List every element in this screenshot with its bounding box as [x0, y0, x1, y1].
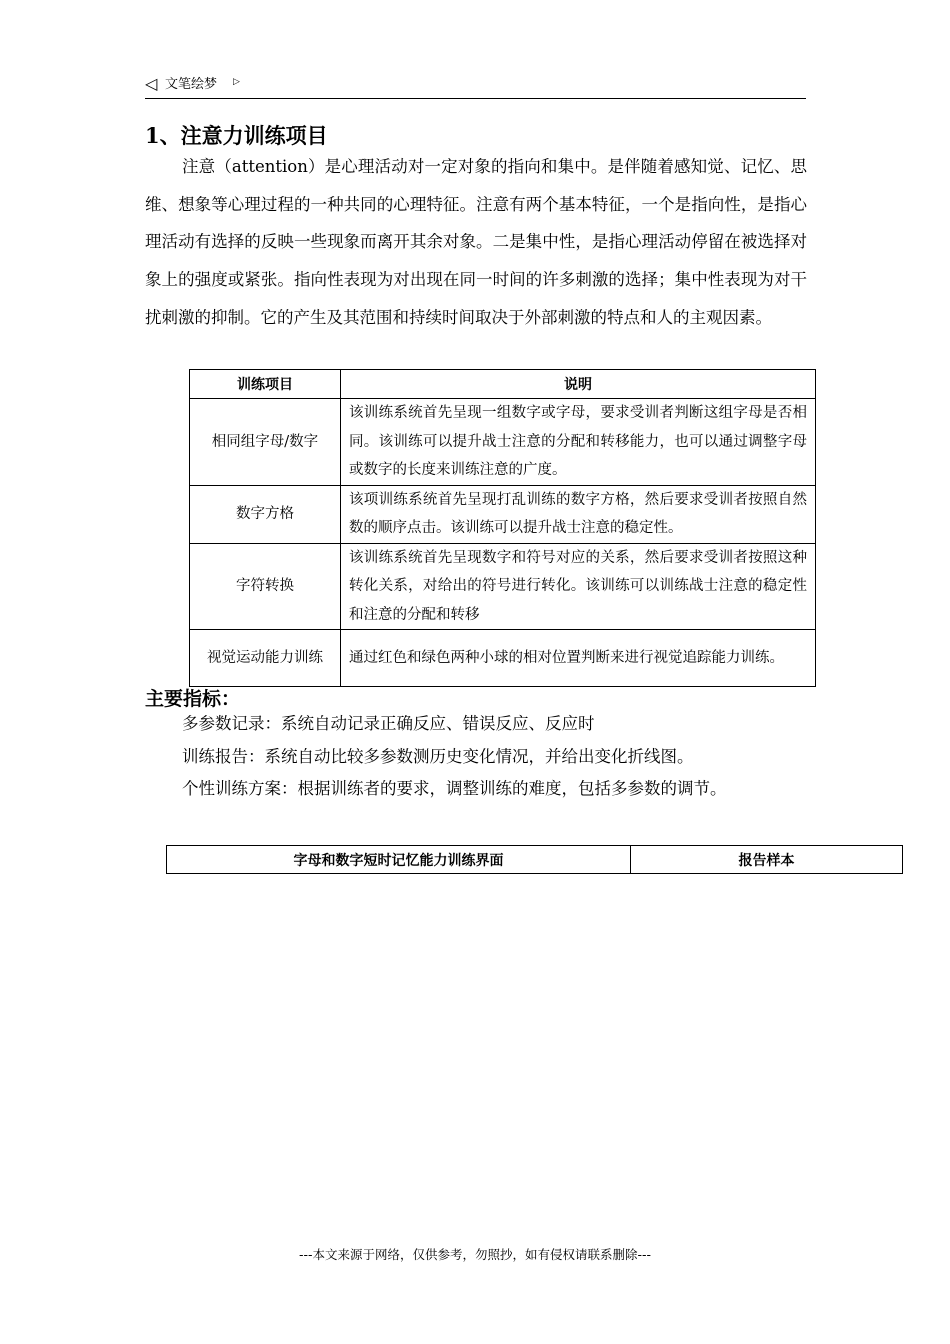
- triangle-left-icon: ◁: [145, 74, 158, 93]
- header-training-item: 训练项目: [190, 370, 341, 399]
- training-item-name: 相同组字母/数字: [190, 399, 341, 486]
- table-row: [190, 399, 816, 486]
- header-description: 说明: [341, 370, 816, 399]
- table-row: [190, 630, 816, 687]
- intro-text: 注意（attention）是心理活动对一定对象的指向和集中。是伴随着感知觉、记忆、思维、想象等心理过程的一种共同的心理特征。注意有两个基本特征，一个是指向性，是指心理活动有选择的反映一些现象而离开其余对象。二是集中性，是指心理活动停留在被选择对象上的强度或紧张。指向性表现为对出现在同一时间的许多刺激的选择；集中性表现为对干扰刺激的抑制。它的产生及其范围和持续时间取决于外部刺激的特点和人的主观因素。: [145, 157, 807, 327]
- sample-table: [166, 845, 903, 874]
- page-footer: ---本文来源于网络，仅供参考，勿照抄，如有侵权请联系删除---: [298, 1247, 652, 1262]
- training-item-name: 字符转换: [190, 543, 341, 630]
- table-header-row: [190, 370, 816, 399]
- training-table: [189, 369, 816, 687]
- indicator-item: 个性训练方案：根据训练者的要求，调整训练的难度，包括多参数的调节。: [182, 779, 727, 798]
- indicator-item: 训练报告：系统自动比较多参数测历史变化情况，并给出变化折线图。: [182, 746, 694, 766]
- header-report-sample: 报告样本: [631, 846, 903, 874]
- training-item-description: 该项训练系统首先呈现打乱训练的数字方格，然后要求受训者按照自然数的顺序点击。该训练可以提升战士注意的稳定性。: [341, 485, 816, 543]
- intro-paragraph: [145, 148, 807, 337]
- indicators-title: 主要指标：: [145, 688, 241, 710]
- sample-table-header-row: [167, 846, 903, 874]
- training-item-name: 数字方格: [190, 485, 341, 543]
- indicators-list: [145, 708, 845, 806]
- training-item-description: 通过红色和绿色两种小球的相对位置判断来进行视觉追踪能力训练。: [341, 630, 816, 687]
- section-title: 1、注意力训练项目: [145, 123, 328, 148]
- training-item-name: 视觉运动能力训练: [190, 630, 341, 687]
- training-item-description: 该训练系统首先呈现数字和符号对应的关系，然后要求受训者按照这种转化关系，对给出的符号进行转化。该训练可以训练战士注意的稳定性和注意的分配和转移: [341, 543, 816, 630]
- triangle-right-icon: ▷: [233, 77, 240, 87]
- indicator-item: 多参数记录：系统自动记录正确反应、错误反应、反应时: [182, 714, 595, 733]
- table-row: [190, 543, 816, 630]
- training-item-description: 该训练系统首先呈现一组数字或字母，要求受训者判断这组字母是否相同。该训练可以提升战士注意的分配和转移能力，也可以通过调整字母或数字的长度来训练注意的广度。: [341, 399, 816, 486]
- header-brand: 文笔绘梦: [165, 77, 218, 92]
- table-row: [190, 485, 816, 543]
- page-header: [145, 74, 806, 99]
- header-training-interface: 字母和数字短时记忆能力训练界面: [167, 846, 631, 874]
